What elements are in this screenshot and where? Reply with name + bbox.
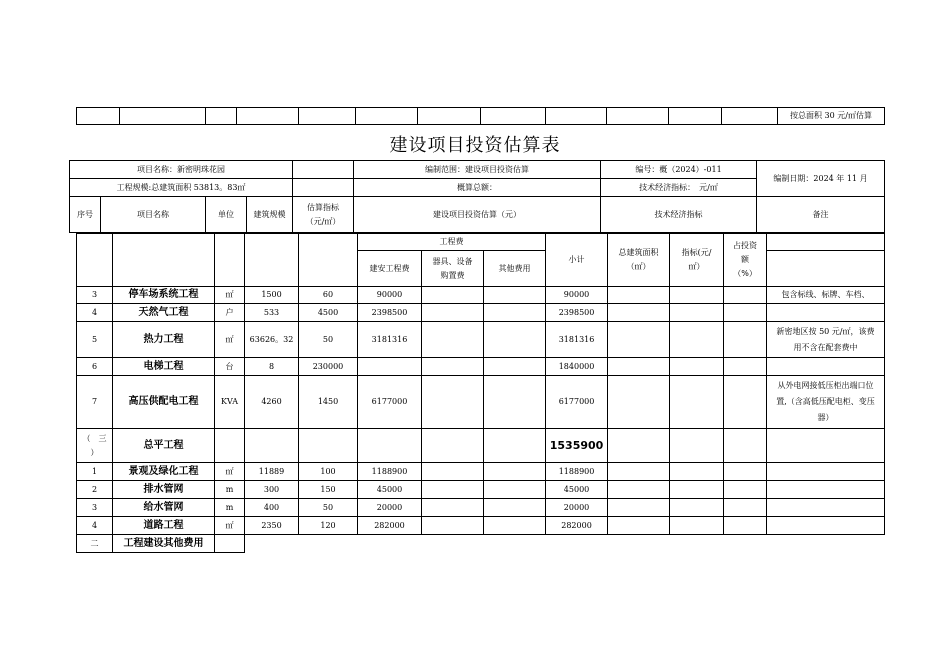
- engineering-fee: 工程费: [358, 234, 546, 251]
- table-row: 5 热力工程 ㎡ 63626。32 50 3181316 3181316 新密地区按 50 元/㎡，该费 用不含在配套费中: [77, 322, 885, 358]
- subtotal-header: 小计: [546, 234, 608, 287]
- col-estimate: 建设项目投资估算（元）: [354, 197, 601, 233]
- area-header: 总建筑面积 （㎡）: [608, 234, 670, 287]
- section-seq: （ 三 ）: [77, 429, 113, 463]
- table-row: 1 景观及绿化工程 ㎡ 11889 100 1188900 1188900: [77, 463, 885, 481]
- section-row: （ 三 ） 总平工程 1535900: [77, 429, 885, 463]
- col-remark: 备注: [757, 197, 885, 233]
- col-scale: 建筑规模: [247, 197, 293, 233]
- col-index: 估算指标 （元/㎡）: [293, 197, 354, 233]
- col-seq: 序号: [70, 197, 101, 233]
- remark: 新密地区按 50 元/㎡，该费 用不含在配套费中: [767, 322, 885, 358]
- project-name: 项目名称：新密明珠花园: [70, 161, 293, 179]
- other-fee-header: 其他费用: [484, 251, 546, 287]
- date: 编制日期：2024 年 11 月: [757, 161, 885, 197]
- table-row: 4 道路工程 ㎡ 2350 120 282000 282000: [77, 517, 885, 535]
- header-row-1: [70, 161, 885, 179]
- estimate-table: [76, 233, 885, 553]
- col-tech: 技术经济指标: [601, 197, 757, 233]
- remark: 从外电网接低压柜出端口位 置,（含高低压配电柜、变压 器）: [767, 376, 885, 429]
- column-header-row: [70, 197, 885, 233]
- ratio-header: 占投资 额 （%）: [724, 234, 767, 287]
- strip-row: [77, 108, 885, 125]
- tech-index: 技术经济指标： 元/㎡: [601, 179, 757, 197]
- table-row: 7 高压供配电工程 KVA 4260 1450 6177000 6177000 从外电网接低压柜出端口位 置,（含高低压配电柜、变压 器）: [77, 376, 885, 429]
- table-row: 3 给水管网 m 400 50 20000 20000: [77, 499, 885, 517]
- col-unit: 单位: [206, 197, 247, 233]
- scale-info: 工程规模:总建筑面积 53813。83㎡: [70, 179, 293, 197]
- strip-note: 按总面积 30 元/㎡估算: [778, 108, 885, 125]
- table-row: 4 天然气工程 户 533 4500 2398500 2398500: [77, 304, 885, 322]
- previous-page-strip: [76, 107, 885, 125]
- equip-fee-header: 器具、设备 购置费: [422, 251, 484, 287]
- total-amount: 概算总额：: [354, 179, 601, 197]
- code: 编号：概（2024）-011: [601, 161, 757, 179]
- index-header: 指标(元/ ㎡）: [670, 234, 724, 287]
- scope: 编制范围：建设项目投资估算: [354, 161, 601, 179]
- table-row: 2 排水管网 m 300 150 45000 45000: [77, 481, 885, 499]
- subheader-row-1: [77, 234, 885, 251]
- section-row: 二 工程建设其他费用: [77, 535, 885, 553]
- document-title: 建设项目投资估算表: [389, 135, 561, 156]
- table-row: 3 停车场系统工程 ㎡ 1500 60 90000 90000 包含标线、标牌、车档、: [77, 287, 885, 304]
- install-fee-header: 建安工程费: [358, 251, 422, 287]
- table-row: 6 电梯工程 台 8 230000 1840000: [77, 358, 885, 376]
- header-table: [69, 160, 885, 233]
- col-name: 项目名称: [101, 197, 206, 233]
